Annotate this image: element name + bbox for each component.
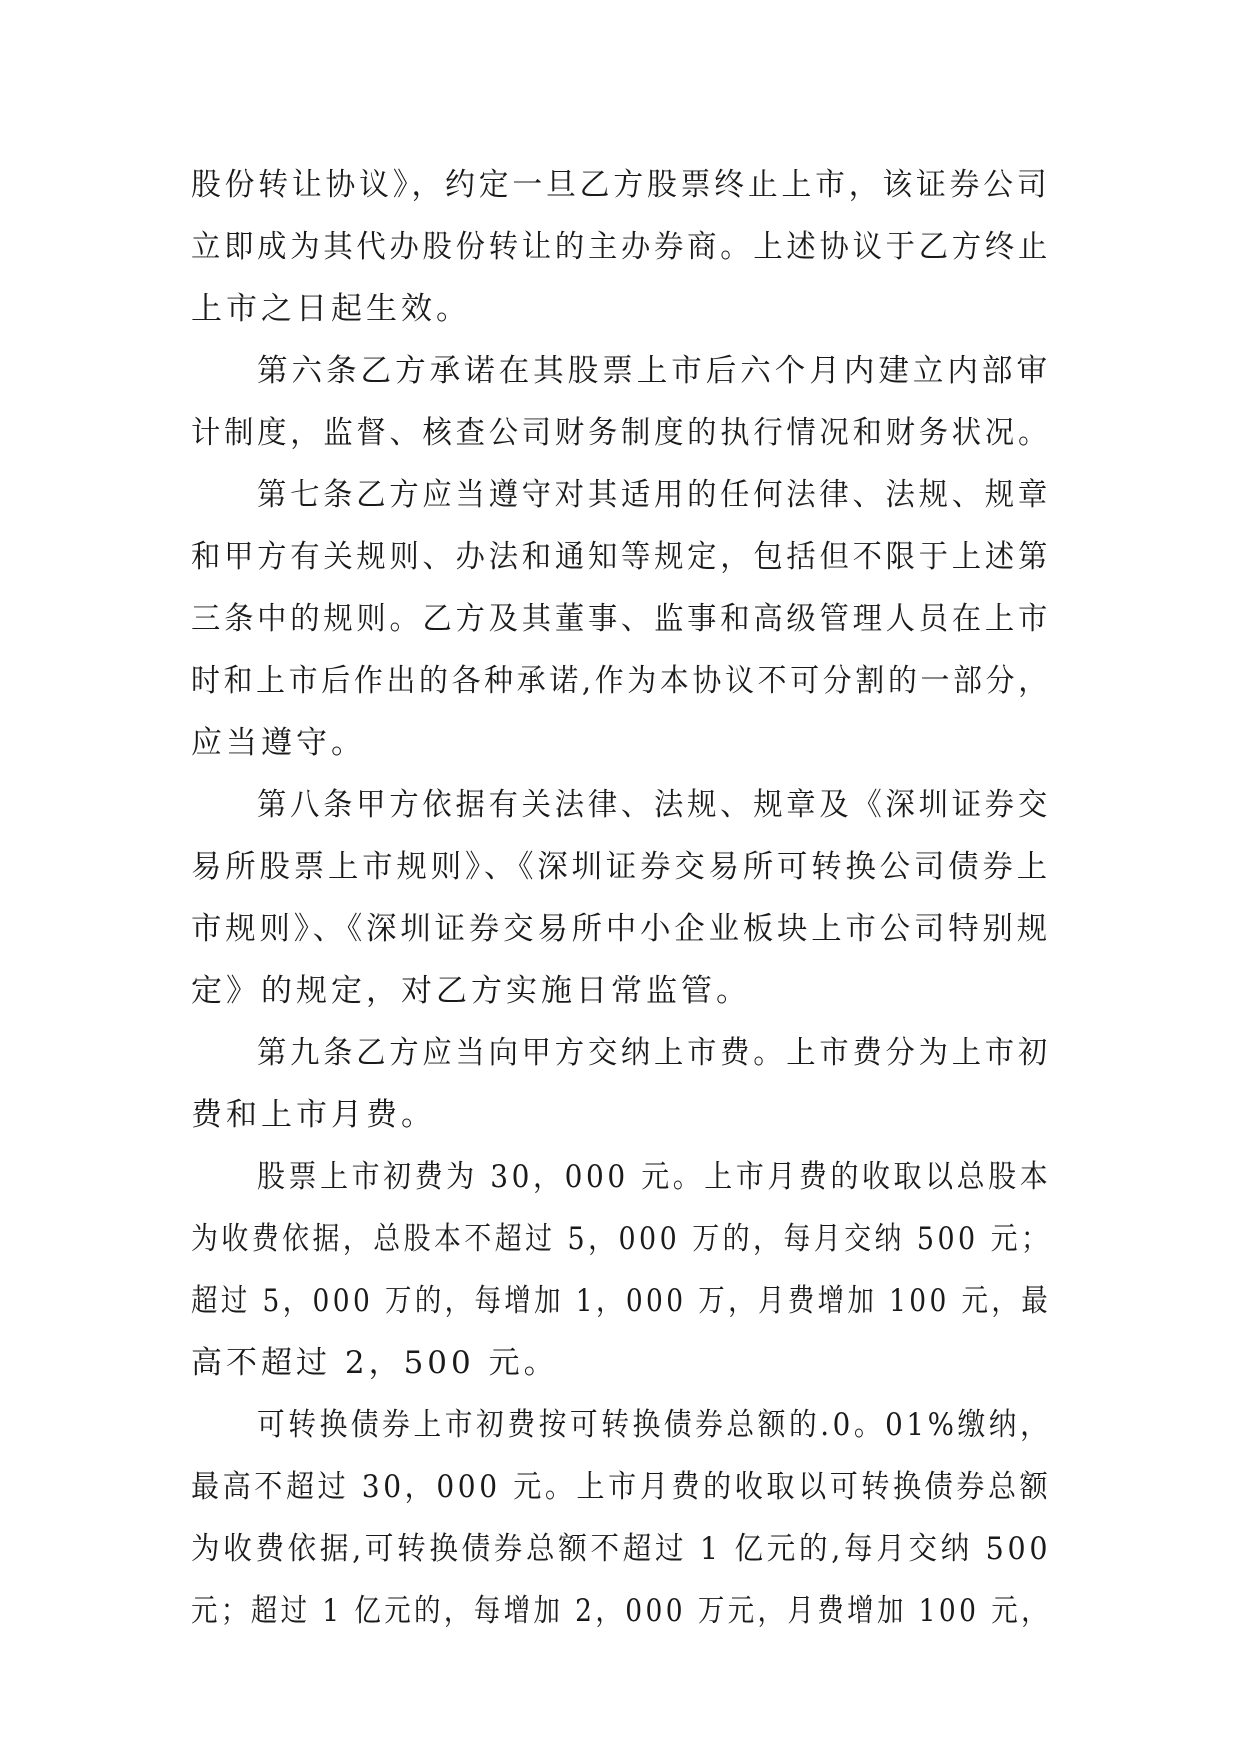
text-line: 可转换债券上市初费按可转换债券总额的.0。01%缴纳， bbox=[257, 1407, 1052, 1443]
text-line: 应当遵守。 bbox=[191, 725, 366, 761]
text-line: 为收费依据,可转换债券总额不超过 1 亿元的,每月交纳 500 bbox=[191, 1531, 1052, 1567]
text-line: 三条中的规则。乙方及其董事、监事和高级管理人员在上市 bbox=[191, 601, 1052, 637]
text-line: 市规则》、《深圳证券交易所中小企业板块上市公司特别规 bbox=[191, 911, 1052, 947]
text-line: 定》的规定，对乙方实施日常监管。 bbox=[191, 973, 751, 1009]
text-line: 上市之日起生效。 bbox=[191, 291, 471, 327]
text-line: 元；超过 1 亿元的，每增加 2，000 万元，月费增加 100 元， bbox=[191, 1593, 1051, 1629]
text-line: 易所股票上市规则》、《深圳证券交易所可转换公司债券上 bbox=[191, 849, 1052, 885]
text-line: 最高不超过 30，000 元。上市月费的收取以可转换债券总额 bbox=[191, 1469, 1052, 1505]
text-line: 时和上市后作出的各种承诺,作为本协议不可分割的一部分， bbox=[191, 663, 1051, 699]
text-line: 第七条乙方应当遵守对其适用的任何法律、法规、规章 bbox=[257, 477, 1051, 513]
text-line: 和甲方有关规则、办法和通知等规定，包括但不限于上述第 bbox=[191, 539, 1052, 575]
text-line: 超过 5，000 万的，每增加 1，000 万，月费增加 100 元，最 bbox=[191, 1283, 1052, 1319]
text-line: 第八条甲方依据有关法律、法规、规章及《深圳证券交 bbox=[257, 787, 1051, 823]
text-line: 费和上市月费。 bbox=[191, 1097, 436, 1133]
text-line: 股票上市初费为 30，000 元。上市月费的收取以总股本 bbox=[257, 1159, 1052, 1195]
text-line: 为收费依据，总股本不超过 5，000 万的，每月交纳 500 元； bbox=[191, 1221, 1052, 1257]
text-line: 计制度，监督、核查公司财务制度的执行情况和财务状况。 bbox=[191, 415, 1052, 451]
text-line: 高不超过 2，500 元。 bbox=[191, 1345, 559, 1381]
text-line: 立即成为其代办股份转让的主办券商。上述协议于乙方终止 bbox=[191, 229, 1052, 265]
text-line: 第六条乙方承诺在其股票上市后六个月内建立内部审 bbox=[257, 353, 1051, 389]
text-line: 股份转让协议》，约定一旦乙方股票终止上市，该证券公司 bbox=[191, 167, 1051, 203]
text-line: 第九条乙方应当向甲方交纳上市费。上市费分为上市初 bbox=[257, 1035, 1051, 1071]
